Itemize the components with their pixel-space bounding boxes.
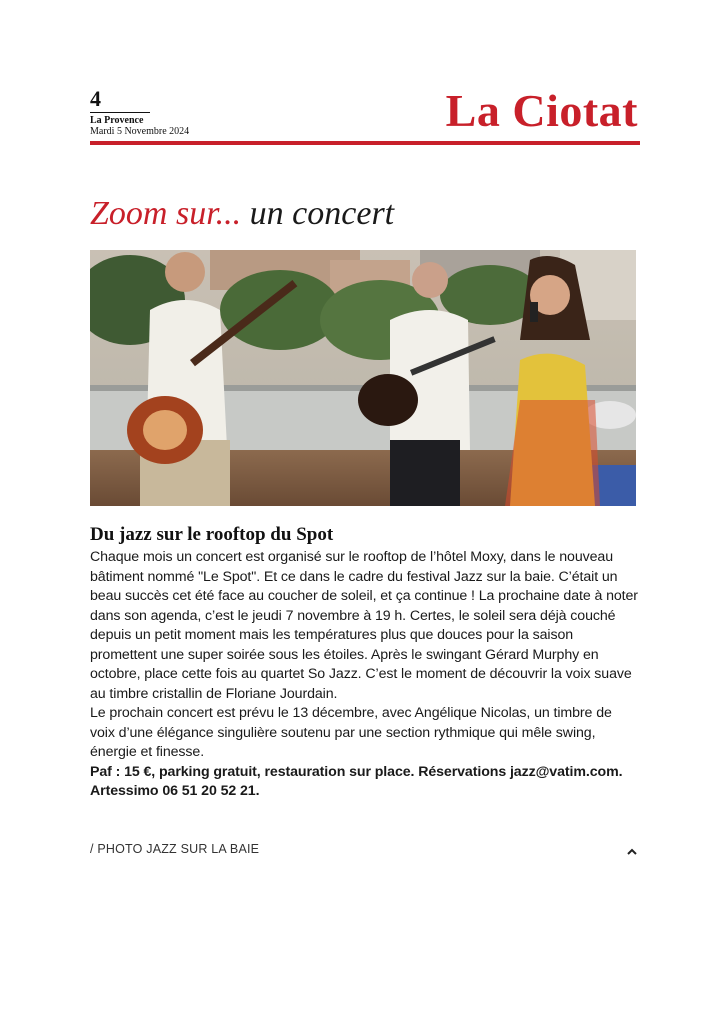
page-header [90, 85, 640, 150]
article-paragraph: Le prochain concert est prévu le 13 décembre, avec Angélique Nicolas, un timbre de voix d’une élégance singulière soutenu par une section rythmique qui mêle swing, énergie et finesse. [90, 705, 612, 760]
kicker-part-2: un concert [241, 195, 395, 232]
concert-photo-illustration [90, 250, 636, 506]
caret-up-icon [626, 846, 638, 856]
header-rule [90, 141, 640, 145]
issue-date: Mardi 5 Novembre 2024 [90, 126, 190, 137]
concert-photo [90, 250, 636, 506]
article-body [90, 548, 638, 802]
photo-credit: / PHOTO JAZZ SUR LA BAIE [90, 842, 260, 856]
article-paragraph: Chaque mois un concert est organisé sur le rooftop de l’hôtel Moxy, dans le nouveau bâtiment nommé "Le Spot". Et ce dans le cadre du festival Jazz sur la baie. C’était un beau succès cet été face au coucher de soleil, et ça continue ! La prochaine date à noter dans son agenda, c’est le jeudi 7 novembre à 19 h. Certes, le soleil sera déjà couché depuis un petit moment mais les températures plus que douces pour la saison promettent une super soirée sous les étoiles. Après le swingant Gérard Murphy en octobre, place cette fois au quartet So Jazz. C’est le moment de découvrir la voix suave au timbre cristallin de Floriane Jourdain. [90, 549, 638, 702]
section-title: La Ciotat [445, 85, 638, 136]
kicker-part-1: Zoom sur... [90, 195, 242, 232]
newspaper-name: La Provence [90, 115, 144, 126]
kicker-title [90, 192, 394, 236]
article-practical-info: Paf : 15 €, parking gratuit, restauration sur place. Réservations jazz@vatim.com. Artessimo 06 51 20 52 21. [90, 763, 623, 799]
page-number: 4 [90, 86, 101, 111]
article-headline: Du jazz sur le rooftop du Spot [90, 524, 334, 545]
page-number-rule [90, 112, 150, 113]
